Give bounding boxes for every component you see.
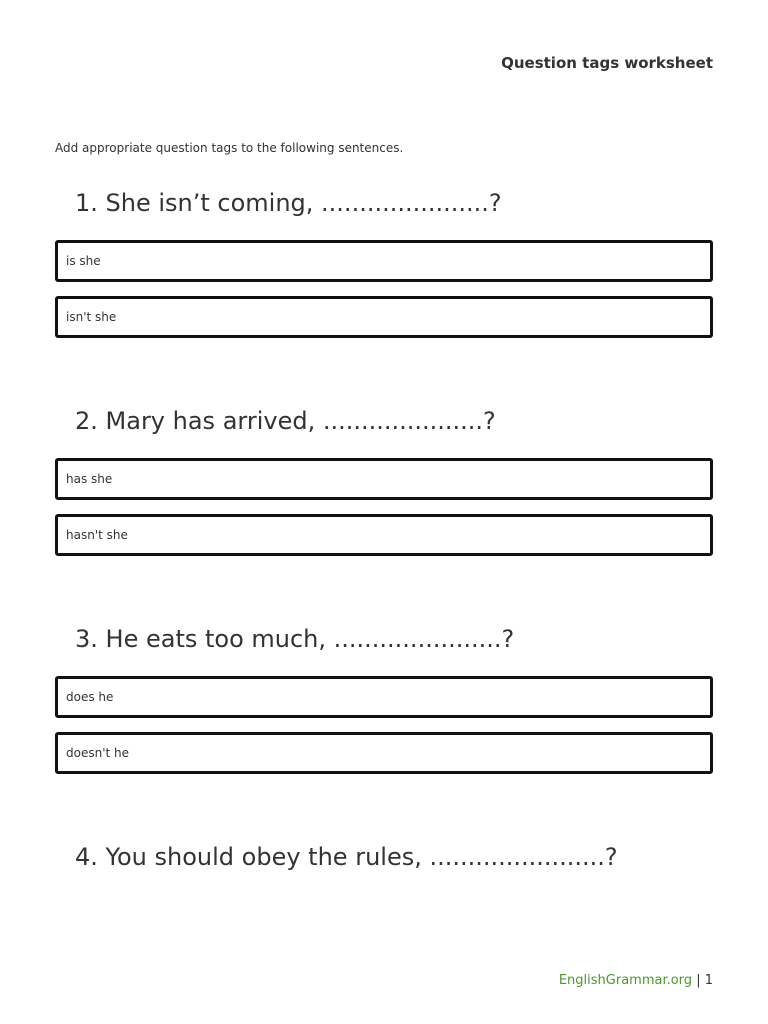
instructions-text: Add appropriate question tags to the following sentences. — [55, 141, 404, 155]
page-number: 1 — [704, 973, 713, 988]
page-footer — [559, 973, 713, 988]
question-2-text: 2. Mary has arrived, .....................? — [75, 407, 496, 435]
question-2 — [55, 406, 713, 570]
question-1 — [55, 188, 713, 352]
question-3-options — [55, 676, 713, 774]
question-3-text: 3. He eats too much, ......................? — [75, 625, 515, 653]
question-1-options — [55, 240, 713, 338]
question-1-option-1[interactable]: is she — [55, 240, 713, 282]
footer-brand-link[interactable]: EnglishGrammar.org — [558, 973, 693, 988]
question-4 — [55, 842, 713, 872]
question-2-option-2[interactable]: hasn't she — [55, 514, 713, 556]
question-3-option-1[interactable]: does he — [55, 676, 713, 718]
footer-separator: | — [692, 973, 705, 988]
question-1-option-2[interactable]: isn't she — [55, 296, 713, 338]
question-2-options — [55, 458, 713, 556]
question-1-text: 1. She isn’t coming, ......................? — [75, 189, 502, 217]
question-2-option-1[interactable]: has she — [55, 458, 713, 500]
question-3-option-2[interactable]: doesn't he — [55, 732, 713, 774]
question-4-text: 4. You should obey the rules, .......................? — [75, 843, 618, 871]
question-3 — [55, 624, 713, 788]
worksheet-title: Question tags worksheet — [501, 54, 713, 72]
